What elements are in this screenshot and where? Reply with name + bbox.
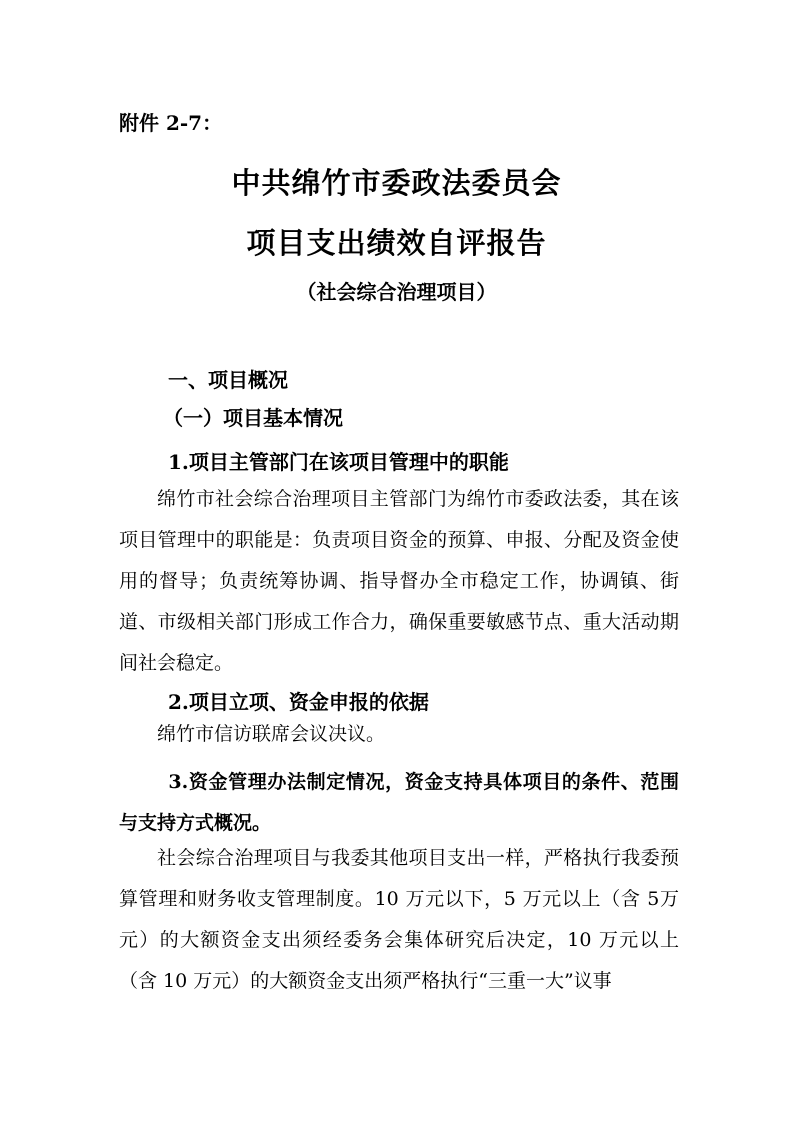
document-title-line-1: 中共绵竹市委政法委员会	[231, 166, 562, 200]
subsection-heading-basic-info: （一）项目基本情况	[163, 406, 343, 430]
document-title-line-2: 项目支出绩效自评报告	[246, 226, 547, 260]
document-subtitle: （社会综合治理项目）	[296, 280, 497, 304]
paragraph-department-role: 绵竹市社会综合治理项目主管部门为绵竹市委政法委，其在该项目管理中的职能是：负责项目资金的预算、申报、分配及资金使用的督导；负责统筹协调、指导督办全市稳定工作，协调镇、街道、市级相关部门形成工作合力，确保重要敏感节点、重大活动期间社会稳定。	[119, 488, 679, 674]
attachment-label: 附件 2-7：	[119, 111, 223, 135]
item-heading-department-role: 1.项目主管部门在该项目管理中的职能	[168, 450, 509, 474]
paragraph-fund-management: 社会综合治理项目与我委其他项目支出一样，严格执行我委预算管理和财务收支管理制度。10 万元以下，5 万元以上（含 5万元）的大额资金支出须经委务会集体研究后决定，10 万元以上（含 10 万元）的大额资金支出须严格执行“三重一大”议事	[119, 847, 679, 992]
item-heading-project-basis: 2.项目立项、资金申报的依据	[168, 690, 429, 714]
item-heading-fund-management: 3.资金管理办法制定情况，资金支持具体项目的条件、范围与支持方式概况。	[119, 771, 679, 834]
section-heading-overview: 一、项目概况	[168, 368, 288, 392]
paragraph-project-basis: 绵竹市信访联席会议决议。	[157, 723, 386, 745]
